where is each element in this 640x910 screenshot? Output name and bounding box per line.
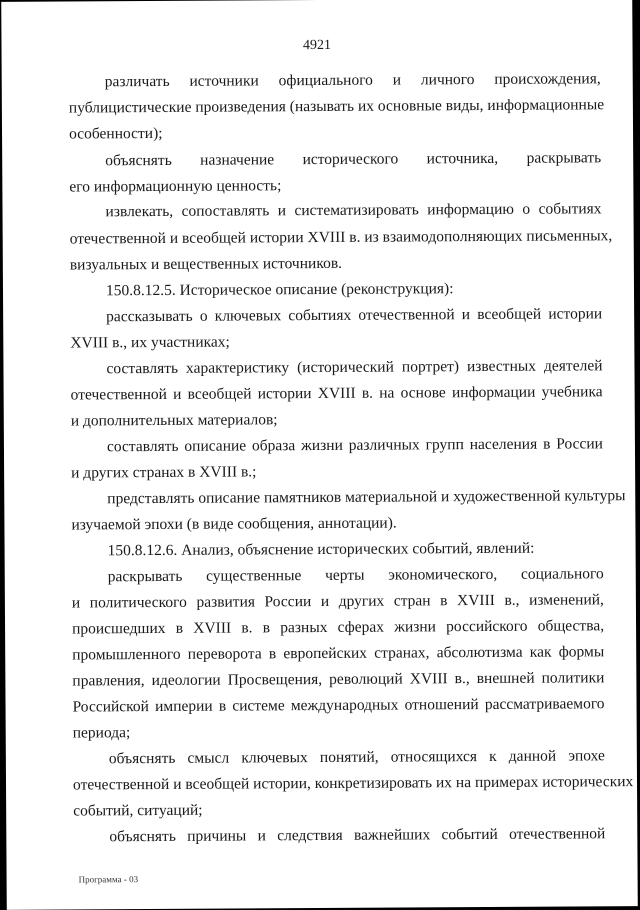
section-heading: 150.8.12.6. Анализ, объяснение исторических событий, явлений:	[107, 539, 535, 560]
text-line: происшедших в XVIII в. в разных сферах жизни российского общества,	[72, 617, 605, 638]
text-line: промышленного переворота в европейских странах, абсолютизма как формы	[72, 643, 605, 664]
section-heading: 150.8.12.5. Историческое описание (реконструкция):	[105, 280, 454, 300]
text-line: извлекать, сопоставлять и систематизировать информацию о событиях	[105, 200, 602, 221]
document-page	[1, 0, 638, 910]
text-line: объяснять назначение исторического источника, раскрывать	[105, 149, 602, 170]
text-line: различать источники официального и личного происхождения,	[104, 70, 601, 91]
text-line: и политического развития России и других стран в XVIII в., изменений,	[71, 591, 604, 612]
text-line: особенности);	[68, 124, 163, 143]
text-line: визуальных и вещественных источников.	[69, 254, 343, 274]
text-line: составлять характеристику (исторический портрет) известных деятелей	[106, 357, 603, 378]
text-line: правления, идеологии Просвещения, революций XVIII в., внешней политики	[72, 669, 605, 690]
text-line: объяснять причины и следствия важнейших событий отечественной	[109, 825, 606, 846]
text-line: отечественной и всеобщей истории XVIII в. из взаимодополняющих письменных,	[69, 227, 613, 248]
text-line: раскрывать существенные черты экономического, социального	[107, 565, 604, 586]
text-line: изучаемой эпохи (в виде сообщения, аннотации).	[71, 514, 397, 534]
text-line: его информационную ценность;	[69, 177, 282, 196]
footer-label: Программа - 03	[78, 874, 139, 885]
text-line: объяснять смысл ключевых понятий, относящихся к данной эпохе	[108, 747, 605, 768]
text-line: XVIII в., их участниках;	[70, 333, 230, 352]
text-line: и других странах в XVIII в.;	[71, 463, 257, 482]
text-line: отечественной и всеобщей истории, конкретизировать их на примерах исторических	[72, 773, 634, 794]
page-number: 4921	[302, 37, 332, 54]
text-line: составлять описание образа жизни различных групп населения в России	[106, 435, 603, 456]
text-line: Российской империи в системе международных отношений рассматриваемого	[72, 695, 605, 716]
text-line: событий, ситуаций;	[73, 801, 203, 820]
text-line: публицистические произведения (называть их основные виды, информационные	[68, 96, 605, 117]
text-line: отечественной и всеобщей истории XVIII в. на основе информации учебника	[70, 383, 603, 404]
text-line: рассказывать о ключевых событиях отечественной и всеобщей истории	[106, 305, 603, 326]
text-line: периода;	[72, 724, 131, 742]
text-line: и дополнительных материалов;	[70, 411, 278, 430]
text-line: представлять описание памятников материальной и художественной культуры	[107, 487, 626, 508]
